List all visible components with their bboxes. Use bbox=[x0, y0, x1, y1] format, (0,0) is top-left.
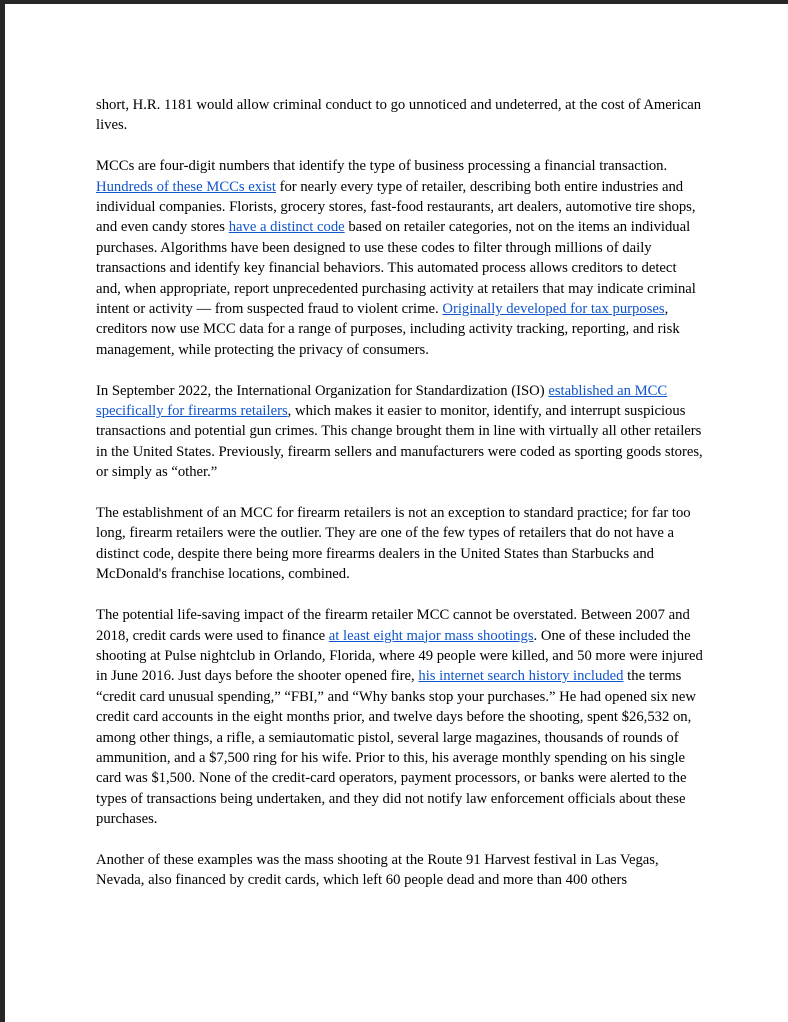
paragraph-text: The potential life-saving impact of the firearm retailer MCC cannot be overstated. Between 2007 and 2018, credit cards were used to finance bbox=[96, 607, 690, 644]
link-at-least-eight-major-mass-shootings[interactable]: at least eight major mass shootings bbox=[328, 627, 534, 644]
link-established-an-mcc-specifically-for-firearms-retailers[interactable]: established an MCC specifically for firearms retailers bbox=[96, 382, 668, 420]
paragraph-hr1181-conclusion bbox=[96, 95, 704, 136]
paragraph-iso-2022 bbox=[96, 381, 704, 483]
page-content bbox=[5, 4, 788, 891]
paragraph-text: for nearly every type of retailer, describing both entire industries and individual companies. Florists, grocery stores, fast-food restaurants, art dealers, automotive tire shops, and even candy stores bbox=[96, 178, 696, 236]
link-his-internet-search-history-included[interactable]: his internet search history included bbox=[418, 668, 624, 685]
paragraph-text: MCCs are four-digit numbers that identify the type of business processing a financial transaction. bbox=[96, 158, 668, 175]
link-hundreds-of-these-mccs-exist[interactable]: Hundreds of these MCCs exist bbox=[96, 178, 276, 195]
paragraph-text: . One of these included the shooting at Pulse nightclub in Orlando, Florida, where 49 people were killed, and 50 more were injured in June 2016. Just days before the shooter opened fire, bbox=[96, 627, 703, 685]
paragraph-text: , creditors now use MCC data for a range of purposes, including activity tracking, reporting, and risk management, while protecting the privacy of consumers. bbox=[96, 301, 680, 358]
paragraph-text: the terms “credit card unusual spending,” “FBI,” and “Why banks stop your purchases.” He had opened six new credit card accounts in the eight months prior, and twelve days before the shooting, spent $26,532 on, among other things, a rifle, a semiautomatic pistol, several large magazines, thousands of rounds of ammunition, and a $7,500 ring for his wife. Prior to this, his average monthly spending on his single card was $1,500. None of the credit-card operators, payment processors, or banks were alerted to the types of transactions being undertaken, and they did not notify law enforcement officials about these purchases. bbox=[96, 668, 696, 828]
paragraph-text: based on retailer categories, not on the items an individual purchases. Algorithms have been designed to use these codes to filter through millions of daily transactions and identify key financial behaviors. This automated process allows creditors to detect and, when appropriate, report unprecedented purchasing activity at retailers that may indicate criminal intent or activity — from suspected fraud to violent crime. bbox=[96, 219, 696, 318]
link-have-a-distinct-code[interactable]: have a distinct code bbox=[228, 219, 345, 236]
paragraph-text: Another of these examples was the mass shooting at the Route 91 Harvest festival in Las Vegas, Nevada, also financed by credit cards, which left 60 people dead and more than 400 others bbox=[96, 851, 659, 889]
document-page bbox=[5, 4, 788, 1022]
paragraph-mcc-explanation bbox=[96, 156, 704, 360]
link-originally-developed-for-tax-purposes[interactable]: Originally developed for tax purposes bbox=[442, 301, 665, 318]
paragraph-life-saving-impact bbox=[96, 605, 704, 829]
paragraph-route-91 bbox=[96, 850, 704, 891]
paragraph-text: In September 2022, the International Organization for Standardization (ISO) bbox=[96, 382, 549, 399]
paragraph-standard-practice bbox=[96, 503, 704, 585]
paragraph-text: short, H.R. 1181 would allow criminal conduct to go unnoticed and undeterred, at the cost of American lives. bbox=[96, 97, 702, 134]
paragraph-text: , which makes it easier to monitor, identify, and interrupt suspicious transactions and potential gun crimes. This change brought them in line with virtually all other retailers in the United States. Previously, firearm sellers and manufacturers were coded as sporting goods stores, or simply as “other.” bbox=[96, 403, 703, 481]
paragraph-text: The establishment of an MCC for firearm retailers is not an exception to standard practice; for far too long, firearm retailers were the outlier. They are one of the few types of retailers that do not have a distinct code, despite there being more firearms dealers in the United States than Starbucks and McDonald's franchise locations, combined. bbox=[96, 505, 691, 583]
